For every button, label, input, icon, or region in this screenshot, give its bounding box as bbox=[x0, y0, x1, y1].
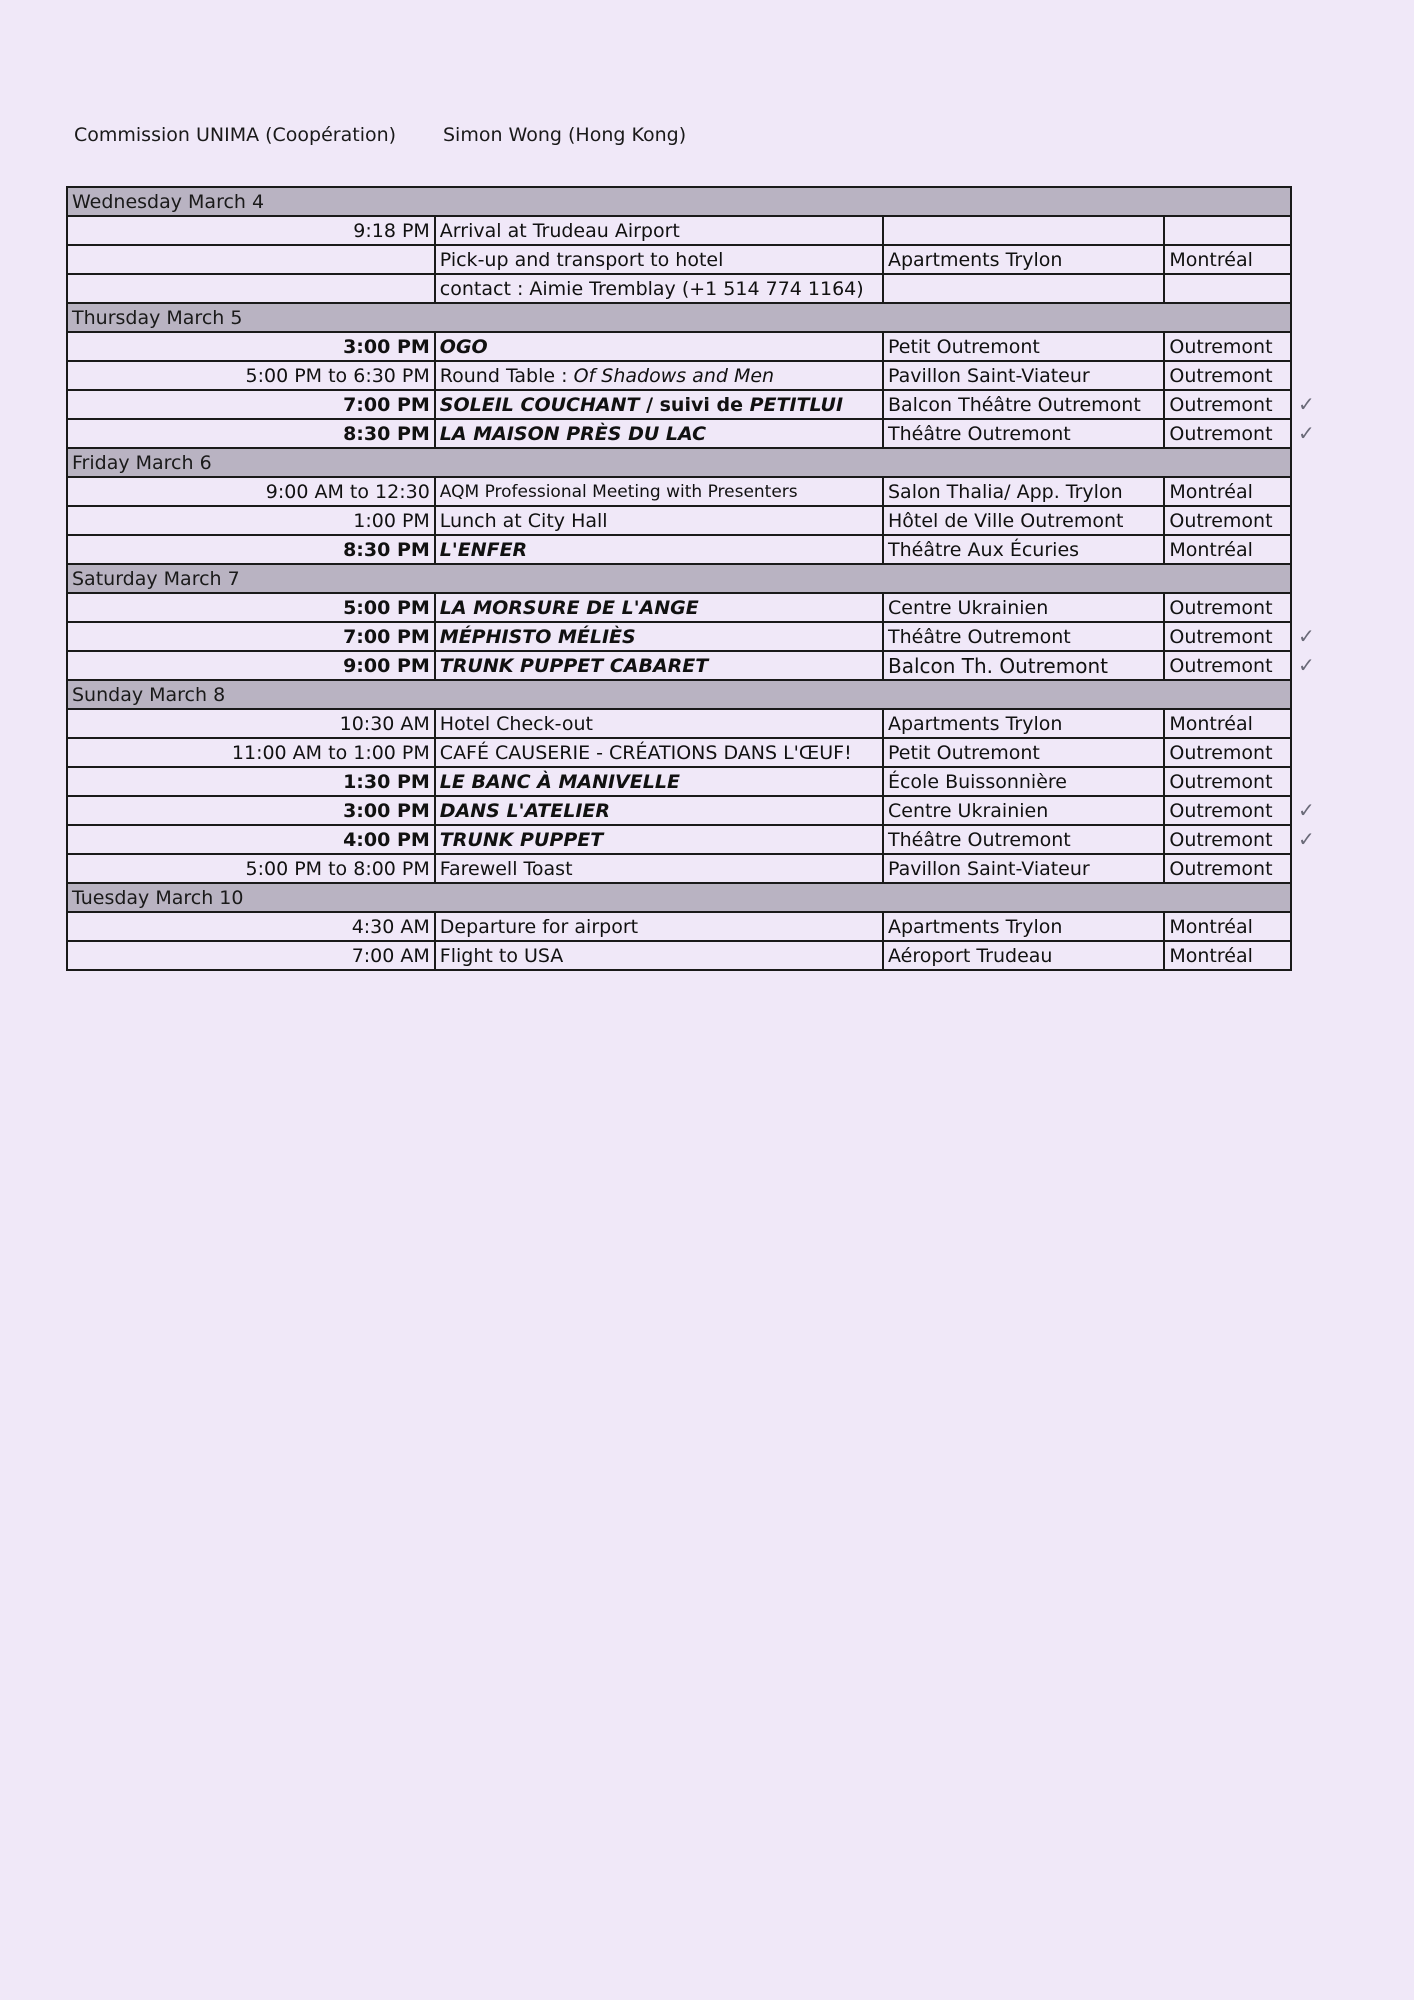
day-header-row bbox=[67, 187, 1291, 216]
time-cell: 7:00 AM bbox=[67, 941, 435, 970]
venue-cell: Pavillon Saint-Viateur bbox=[883, 361, 1164, 390]
day-label: Sunday March 8 bbox=[67, 680, 1291, 709]
time-cell bbox=[67, 245, 435, 274]
city-cell bbox=[1164, 216, 1291, 245]
time-cell: 7:00 PM bbox=[67, 622, 435, 651]
city-cell: Outremont bbox=[1164, 419, 1291, 448]
schedule-table bbox=[66, 186, 1292, 971]
city-cell: Montréal bbox=[1164, 245, 1291, 274]
check-mark-icon: ✓ bbox=[1298, 624, 1315, 648]
event-cell: Departure for airport bbox=[435, 912, 883, 941]
table-row bbox=[67, 419, 1291, 448]
city-cell: Outremont bbox=[1164, 738, 1291, 767]
event-cell: L'ENFER bbox=[435, 535, 883, 564]
participant-name: Simon Wong (Hong Kong) bbox=[443, 124, 687, 146]
day-label: Saturday March 7 bbox=[67, 564, 1291, 593]
table-row bbox=[67, 941, 1291, 970]
table-row bbox=[67, 651, 1291, 680]
city-cell: Outremont bbox=[1164, 854, 1291, 883]
time-cell: 8:30 PM bbox=[67, 535, 435, 564]
day-label: Wednesday March 4 bbox=[67, 187, 1291, 216]
check-mark-icon: ✓ bbox=[1298, 653, 1315, 677]
venue-cell: Apartments Trylon bbox=[883, 912, 1164, 941]
event-cell: TRUNK PUPPET CABARET bbox=[435, 651, 883, 680]
table-row bbox=[67, 535, 1291, 564]
time-cell: 1:30 PM bbox=[67, 767, 435, 796]
time-cell: 9:00 AM to 12:30 bbox=[67, 477, 435, 506]
table-row bbox=[67, 216, 1291, 245]
city-cell: Outremont bbox=[1164, 361, 1291, 390]
table-row bbox=[67, 593, 1291, 622]
table-row bbox=[67, 332, 1291, 361]
event-prefix: Round Table : bbox=[439, 365, 574, 387]
event-cell: Pick-up and transport to hotel bbox=[435, 245, 883, 274]
check-mark-icon: ✓ bbox=[1298, 421, 1315, 445]
time-cell: 3:00 PM bbox=[67, 332, 435, 361]
time-cell: 3:00 PM bbox=[67, 796, 435, 825]
city-cell: Outremont bbox=[1164, 796, 1291, 825]
event-cell: contact : Aimie Tremblay (+1 514 774 1164) bbox=[435, 274, 883, 303]
day-label: Thursday March 5 bbox=[67, 303, 1291, 332]
city-cell: Montréal bbox=[1164, 709, 1291, 738]
day-header-row bbox=[67, 680, 1291, 709]
day-header-row bbox=[67, 883, 1291, 912]
table-row bbox=[67, 709, 1291, 738]
check-mark-icon: ✓ bbox=[1298, 392, 1315, 416]
city-cell: Outremont bbox=[1164, 506, 1291, 535]
venue-cell bbox=[883, 216, 1164, 245]
table-row bbox=[67, 854, 1291, 883]
event-cell: DANS L'ATELIER bbox=[435, 796, 883, 825]
time-cell: 5:00 PM bbox=[67, 593, 435, 622]
table-row bbox=[67, 767, 1291, 796]
venue-cell bbox=[883, 274, 1164, 303]
event-cell: Flight to USA bbox=[435, 941, 883, 970]
event-cell: OGO bbox=[435, 332, 883, 361]
table-row bbox=[67, 245, 1291, 274]
event-title-part: PETITLUI bbox=[749, 394, 844, 416]
time-cell: 11:00 AM to 1:00 PM bbox=[67, 738, 435, 767]
time-cell: 5:00 PM to 6:30 PM bbox=[67, 361, 435, 390]
commission-title: Commission UNIMA (Coopération) bbox=[74, 124, 397, 146]
event-cell: Farewell Toast bbox=[435, 854, 883, 883]
city-cell bbox=[1164, 274, 1291, 303]
venue-cell: Petit Outremont bbox=[883, 738, 1164, 767]
venue-cell: Balcon Th. Outremont bbox=[883, 651, 1164, 680]
time-cell: 9:18 PM bbox=[67, 216, 435, 245]
time-cell: 9:00 PM bbox=[67, 651, 435, 680]
table-row bbox=[67, 390, 1291, 419]
city-cell: Outremont bbox=[1164, 825, 1291, 854]
day-label: Friday March 6 bbox=[67, 448, 1291, 477]
time-cell: 1:00 PM bbox=[67, 506, 435, 535]
event-cell: Hotel Check-out bbox=[435, 709, 883, 738]
time-cell: 4:30 AM bbox=[67, 912, 435, 941]
event-cell: MÉPHISTO MÉLIÈS bbox=[435, 622, 883, 651]
event-cell: LA MAISON PRÈS DU LAC bbox=[435, 419, 883, 448]
table-row bbox=[67, 825, 1291, 854]
event-cell bbox=[435, 361, 883, 390]
time-cell: 5:00 PM to 8:00 PM bbox=[67, 854, 435, 883]
city-cell: Montréal bbox=[1164, 941, 1291, 970]
venue-cell: Salon Thalia/ App. Trylon bbox=[883, 477, 1164, 506]
time-cell: 10:30 AM bbox=[67, 709, 435, 738]
venue-cell: Théâtre Outremont bbox=[883, 419, 1164, 448]
city-cell: Outremont bbox=[1164, 332, 1291, 361]
table-row bbox=[67, 912, 1291, 941]
day-header-row bbox=[67, 448, 1291, 477]
city-cell: Montréal bbox=[1164, 477, 1291, 506]
venue-cell: Balcon Théâtre Outremont bbox=[883, 390, 1164, 419]
event-cell: LA MORSURE DE L'ANGE bbox=[435, 593, 883, 622]
event-cell: TRUNK PUPPET bbox=[435, 825, 883, 854]
event-cell: AQM Professional Meeting with Presenters bbox=[435, 477, 883, 506]
venue-cell: Théâtre Outremont bbox=[883, 825, 1164, 854]
table-row bbox=[67, 274, 1291, 303]
city-cell: Outremont bbox=[1164, 622, 1291, 651]
event-title-italic: Of Shadows and Men bbox=[573, 365, 775, 387]
event-cell bbox=[435, 390, 883, 419]
city-cell: Outremont bbox=[1164, 390, 1291, 419]
day-label: Tuesday March 10 bbox=[67, 883, 1291, 912]
venue-cell: Apartments Trylon bbox=[883, 709, 1164, 738]
check-mark-icon: ✓ bbox=[1298, 827, 1315, 851]
city-cell: Montréal bbox=[1164, 535, 1291, 564]
city-cell: Montréal bbox=[1164, 912, 1291, 941]
time-cell bbox=[67, 274, 435, 303]
event-connector: / suivi de bbox=[639, 394, 750, 416]
event-cell: LE BANC À MANIVELLE bbox=[435, 767, 883, 796]
event-cell: Lunch at City Hall bbox=[435, 506, 883, 535]
event-cell: Arrival at Trudeau Airport bbox=[435, 216, 883, 245]
city-cell: Outremont bbox=[1164, 767, 1291, 796]
table-row bbox=[67, 622, 1291, 651]
table-row bbox=[67, 738, 1291, 767]
venue-cell: Théâtre Outremont bbox=[883, 622, 1164, 651]
table-row bbox=[67, 361, 1291, 390]
venue-cell: Apartments Trylon bbox=[883, 245, 1164, 274]
table-row bbox=[67, 796, 1291, 825]
day-header-row bbox=[67, 303, 1291, 332]
event-title-part: SOLEIL COUCHANT bbox=[439, 394, 640, 416]
check-mark-icon: ✓ bbox=[1298, 798, 1315, 822]
day-header-row bbox=[67, 564, 1291, 593]
time-cell: 4:00 PM bbox=[67, 825, 435, 854]
city-cell: Outremont bbox=[1164, 593, 1291, 622]
venue-cell: Hôtel de Ville Outremont bbox=[883, 506, 1164, 535]
time-cell: 8:30 PM bbox=[67, 419, 435, 448]
time-cell: 7:00 PM bbox=[67, 390, 435, 419]
table-row bbox=[67, 506, 1291, 535]
venue-cell: Centre Ukrainien bbox=[883, 593, 1164, 622]
event-cell: CAFÉ CAUSERIE - CRÉATIONS DANS L'ŒUF! bbox=[435, 738, 883, 767]
venue-cell: Théâtre Aux Écuries bbox=[883, 535, 1164, 564]
table-row bbox=[67, 477, 1291, 506]
venue-cell: Aéroport Trudeau bbox=[883, 941, 1164, 970]
venue-cell: Centre Ukrainien bbox=[883, 796, 1164, 825]
venue-cell: Petit Outremont bbox=[883, 332, 1164, 361]
venue-cell: Pavillon Saint-Viateur bbox=[883, 854, 1164, 883]
city-cell: Outremont bbox=[1164, 651, 1291, 680]
venue-cell: École Buissonnière bbox=[883, 767, 1164, 796]
